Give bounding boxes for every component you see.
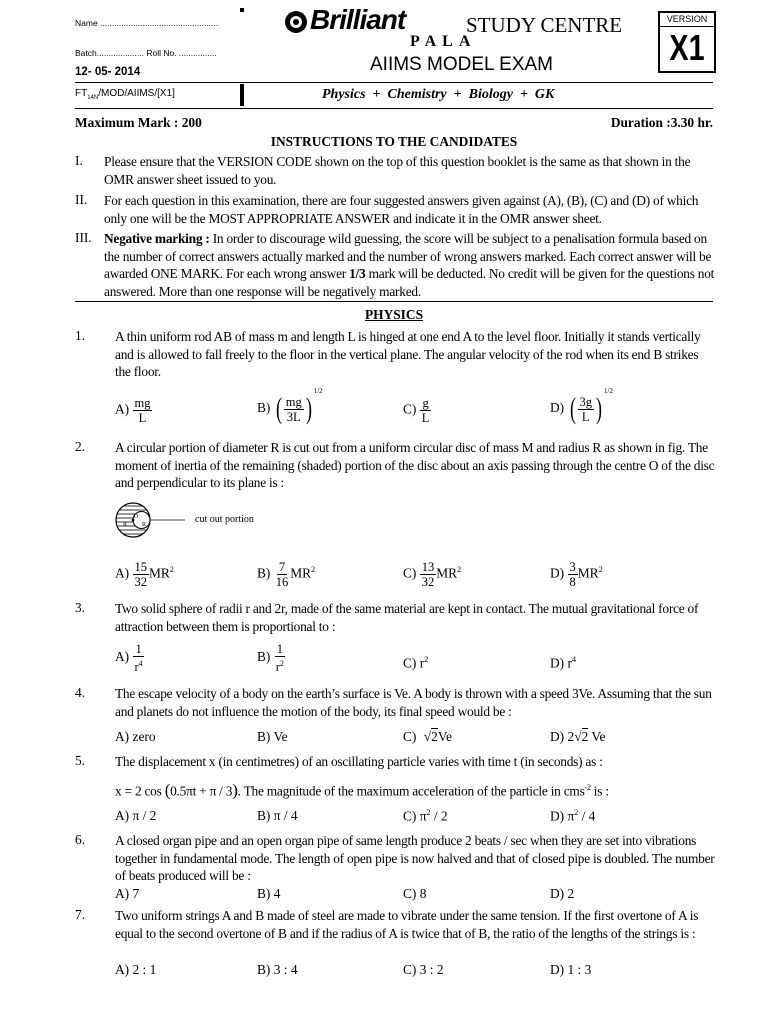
option-d: D) $r^4$ <box>550 655 576 671</box>
duration: Duration :3.30 hr. <box>610 115 713 130</box>
question-number: 5. <box>75 753 86 768</box>
option-d: D) 2 <box>550 886 575 901</box>
max-mark: Maximum Mark : 200 <box>75 115 202 130</box>
radius-label-right: R <box>142 522 147 528</box>
question-text: A circular portion of diameter R is cut out from a uniform circular disc of mass M and radius R as shown in fig. The moment of inertia of the remaining (shaded) portion of the disc about an axis passing through the centre O of the disc and perpendicular to its plane is : <box>115 440 715 490</box>
version-box <box>658 11 716 73</box>
question-number: 7. <box>75 907 86 922</box>
question-text: The displacement x (in centimetres) of an oscillating particle varies with time t (in seconds) as : <box>115 754 603 769</box>
option-a: A) π / 2 <box>115 808 157 823</box>
option-a: A) zero <box>115 729 156 744</box>
subjects-line: Physics + Chemistry + Biology + GK <box>322 87 555 102</box>
version-label: VERSION <box>660 13 714 27</box>
question-text: A thin uniform rod AB of mass m and length L is hinged at one end A to the level floor. Initially it stands vertically and is allowed to fall freely to the floor in the vertical plane. The angular velocity of the rod when its end B strikes the floor. <box>115 329 701 379</box>
name-field: Name .................................................. <box>75 18 219 28</box>
disc-figure <box>113 500 193 540</box>
option-d: D) 1 : 3 <box>550 962 592 977</box>
option-b: B) 3 : 4 <box>257 962 298 977</box>
option-c: C) √2Ve <box>403 729 452 744</box>
option-c: C) $\frac{g}{L}$ <box>403 396 430 425</box>
option-b: B) Ve <box>257 729 288 744</box>
centre-label: O <box>134 514 139 520</box>
question-number: 3. <box>75 600 86 615</box>
exam-title: AIIMS MODEL EXAM <box>370 54 553 75</box>
option-d: D) $\pi^2 / 4$ <box>550 808 596 824</box>
option-c: C) $r^2$ <box>403 655 429 671</box>
centre-place: PALA <box>410 33 477 50</box>
radius-label-left: R <box>123 522 128 528</box>
version-code: X1 <box>669 27 705 68</box>
exam-date: 12- 05- 2014 <box>75 66 141 78</box>
paper-code: $FT_{14N}/MOD/AIIMS/[X1]$ <box>75 88 175 101</box>
option-a: A) $\frac{mg}{L}$ <box>115 396 151 425</box>
option-b: B) π / 4 <box>257 808 298 823</box>
option-a: A) $\frac{15}{32}$ $MR^2$ <box>115 560 174 589</box>
dot-mark <box>240 8 244 12</box>
question-text: A closed organ pipe and an open organ pipe of same length produce 2 beats / sec when they are set into vibrations together in fundamental mode. The length of open pipe is now halved and that of closed pipe is doubled. The number of beats produced will be : <box>115 833 715 883</box>
brand-logo-icon <box>285 11 307 33</box>
instruction-num-2: II. <box>75 192 88 207</box>
question-number: 1. <box>75 328 86 343</box>
option-d: D) ( $\frac{3g}{L}$ )$^{1/2}$ <box>550 386 613 425</box>
instruction-2: For each question in this examination, there are four suggested answers given against (A), (B), (C) and (D) of which only one will be the MOST APPROPRIATE ANSWER and indicate it in the OMR answer sheet. <box>104 193 699 226</box>
instructions-title: INSTRUCTIONS TO THE CANDIDATES <box>270 134 518 149</box>
divider-bar <box>240 84 244 106</box>
section-title: PHYSICS <box>364 307 424 322</box>
option-a: A) 2 : 1 <box>115 962 157 977</box>
instruction-1: Please ensure that the VERSION CODE shown on the top of this question booklet is the same as that shown in the OMR answer sheet issued to you. <box>104 154 691 187</box>
batch-roll-field: Batch.................... Roll No. ................ <box>75 48 217 58</box>
question-text: The escape velocity of a body on the earth’s surface is Ve. A body is thrown with a speed 3Ve. Assuming that the sun and planets do not influence the motion of the body, its final speed would be : <box>115 686 712 719</box>
instructions-rule <box>75 301 713 302</box>
question-text: Two uniform strings A and B made of steel are made to vibrate under the same tension. If the first overtone of A is equal to the second overtone of B and if the radius of A is twice that of B, the ratio of the lengths of the strings is : <box>115 908 699 941</box>
instruction-num-1: I. <box>75 153 83 168</box>
question-number: 6. <box>75 832 86 847</box>
header-rule-1 <box>75 82 713 83</box>
question-number: 2. <box>75 439 86 454</box>
option-c: C) 8 <box>403 886 427 901</box>
option-c: C) $\frac{13}{32}$ $MR^2$ <box>403 560 462 589</box>
option-b: B) 4 <box>257 886 281 901</box>
option-a: A) $\frac{1}{r^4}$ <box>115 642 143 675</box>
instruction-num-3: III. <box>75 230 92 245</box>
option-b: B) $\frac{7}{16}$ $MR^2$ <box>257 560 316 589</box>
option-d: D) $\frac{3}{8}$ $MR^2$ <box>550 560 603 589</box>
option-b: B) ( $\frac{mg}{3L}$ )$^{1/2}$ <box>257 386 323 425</box>
option-b: B) $\frac{1}{r^2}$ <box>257 642 284 675</box>
question-equation: x = 2 cos (0.5πt + π / 3). The magnitude of the maximum acceleration of the particle in cms$^{-2}$ is : <box>115 780 609 800</box>
figure-caption: cut out portion <box>195 514 254 525</box>
option-c: C) $\pi^2 / 2$ <box>403 808 448 824</box>
brand-name: Brilliant <box>310 4 406 35</box>
option-a: A) 7 <box>115 886 140 901</box>
header-rule-2 <box>75 108 713 109</box>
option-d: D) 2√2 Ve <box>550 729 606 744</box>
option-c: C) 3 : 2 <box>403 962 444 977</box>
centre-name: STUDY CENTRE <box>466 13 623 37</box>
instruction-3: Negative marking : In order to discourage wild guessing, the score will be subject to a penalisation formula based on the number of correct answers actually marked and the number of wrong answers marked. Each correct answer will be awarded ONE MARK. For each wrong answer 1/3 mark will be deducted. No credit will be given for the questions not answered. More than one response will be negatively marked. <box>104 231 715 299</box>
question-text: Two solid sphere of radii r and 2r, made of the same material are kept in contact. The mutual gravitational force of attraction between them is proportional to : <box>115 601 699 634</box>
question-number: 4. <box>75 685 86 700</box>
